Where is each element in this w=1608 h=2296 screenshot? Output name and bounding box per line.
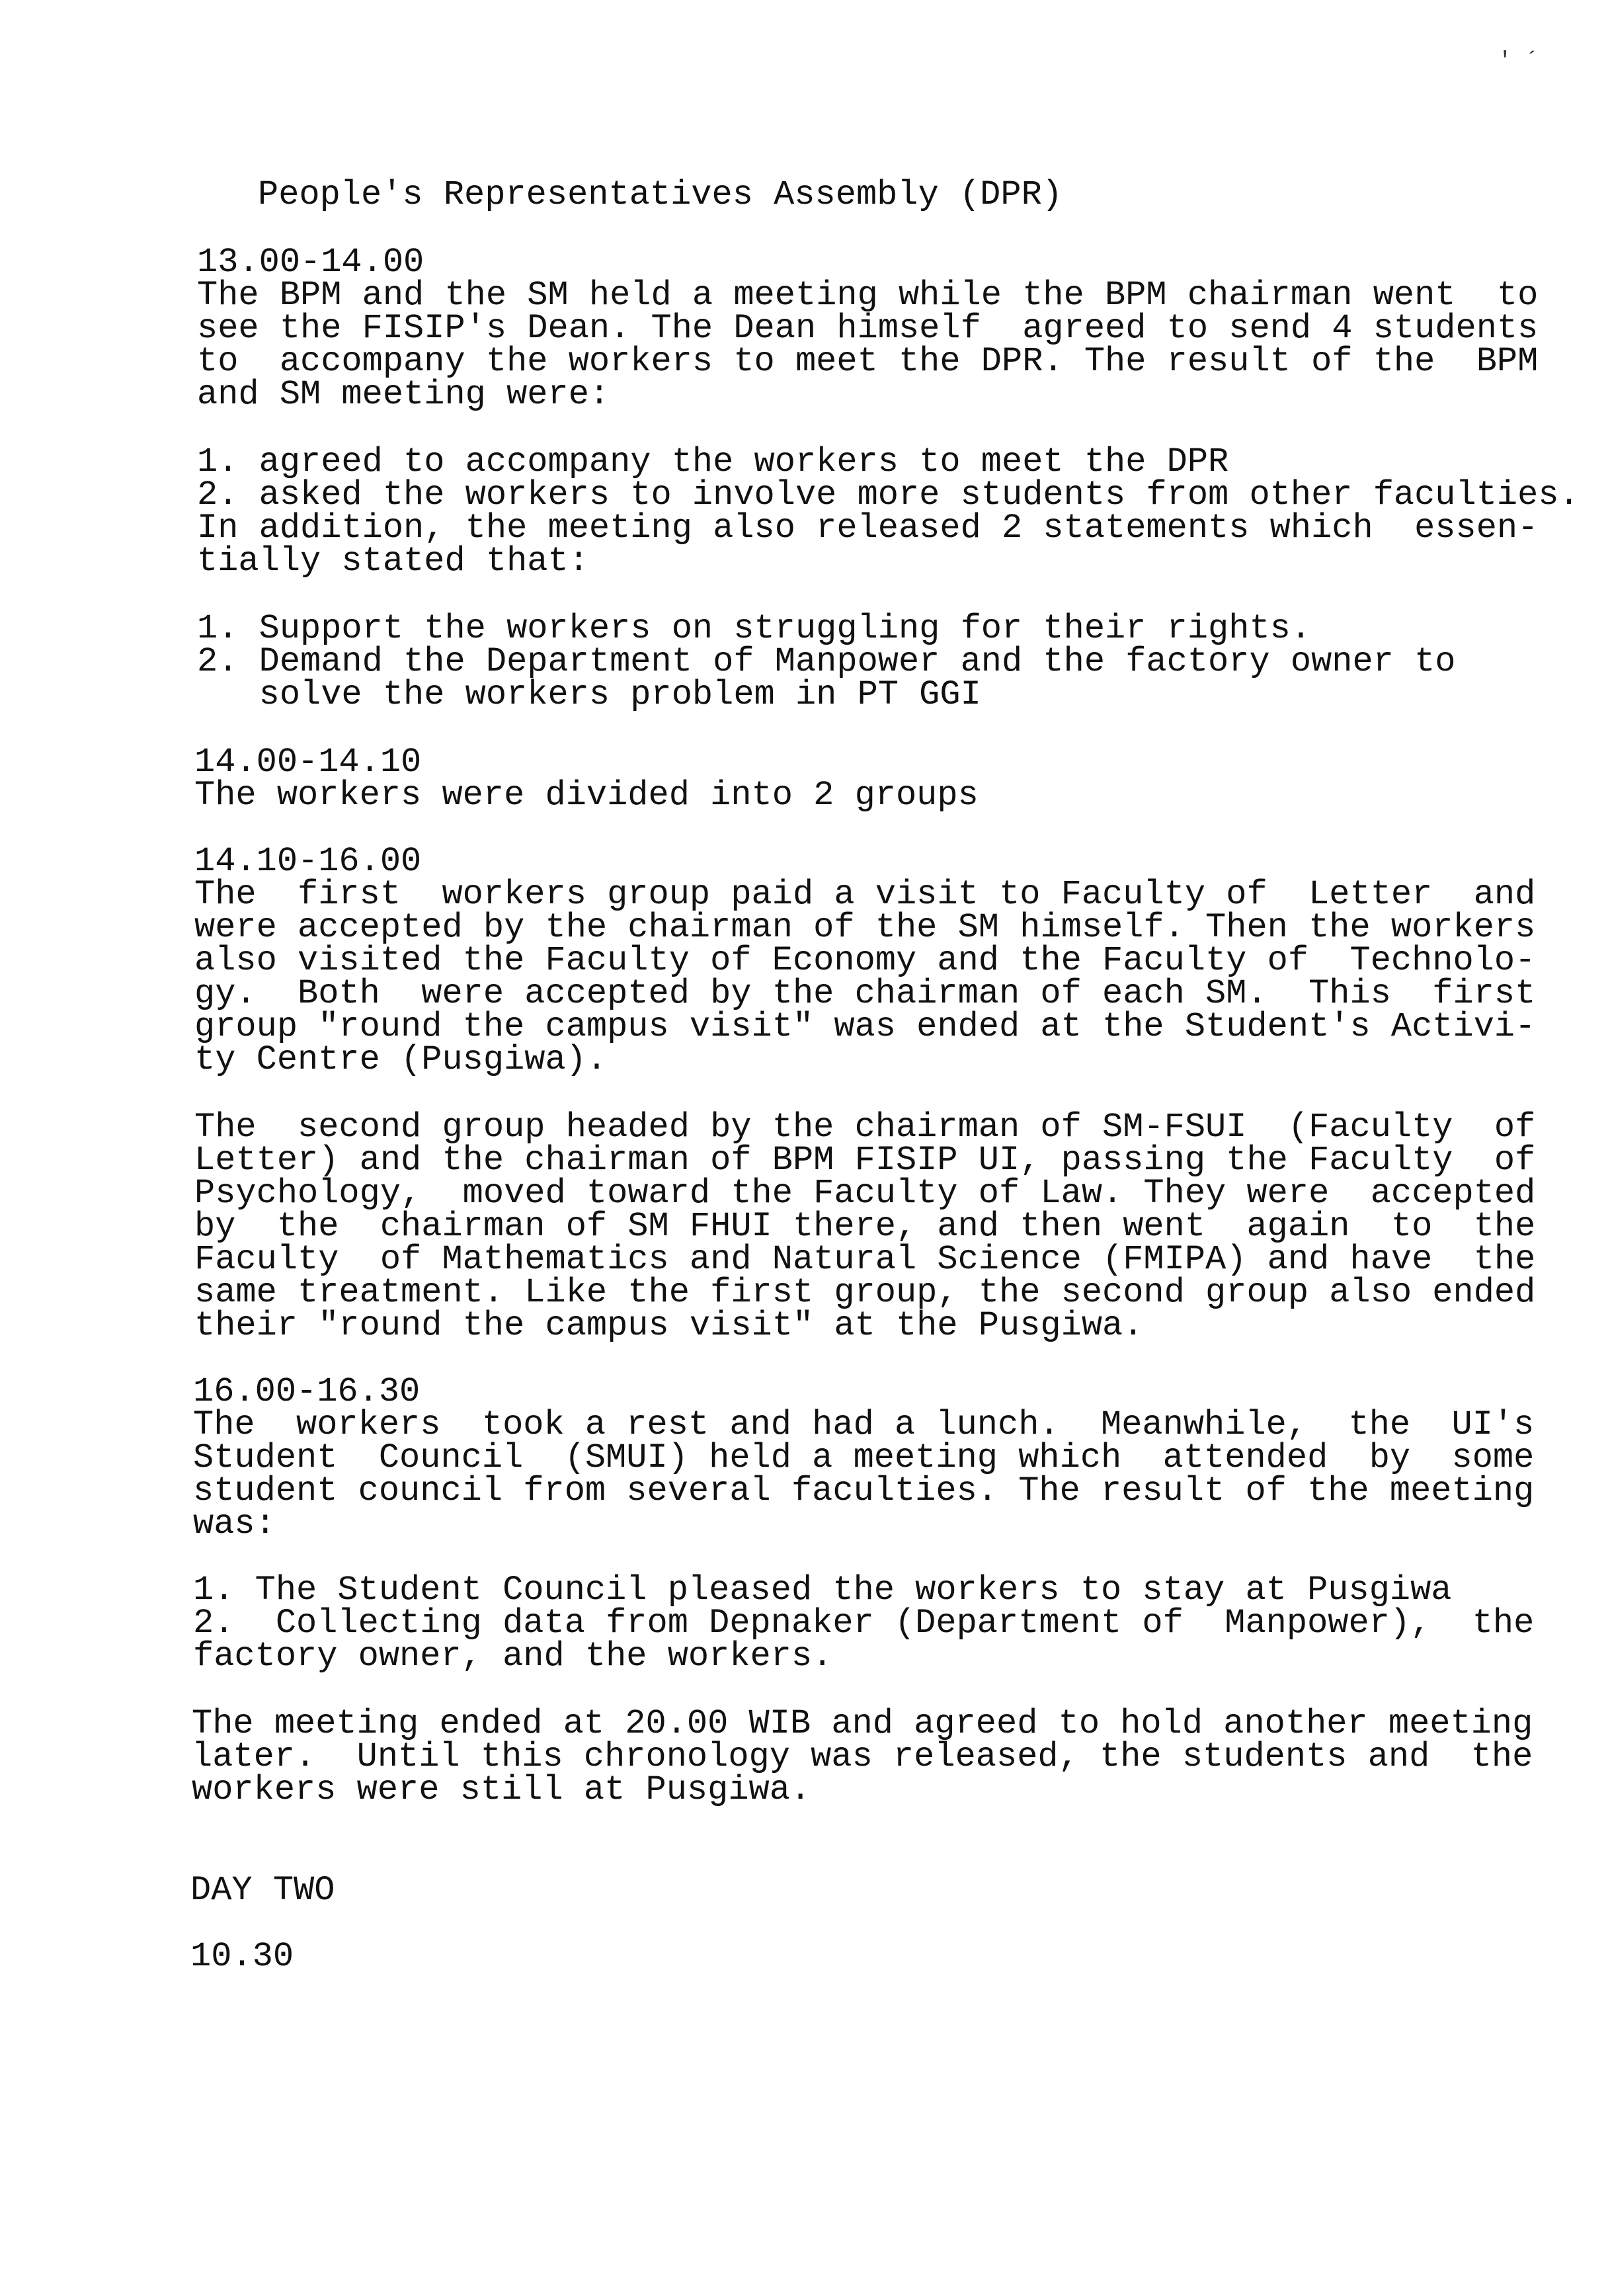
paragraph-line: also visited the Faculty of Economy and the Faculty of Technolo- bbox=[194, 941, 1536, 980]
list-item: 2. asked the workers to involve more students from other faculties. bbox=[197, 475, 1580, 514]
paragraph-line: factory owner, and the workers. bbox=[193, 1637, 833, 1676]
paragraph-line: later. Until this chronology was released, the students and the bbox=[192, 1737, 1533, 1776]
section-time-13-14: 13.00-14.00 bbox=[197, 243, 424, 282]
paragraph-line: ty Centre (Pusgiwa). bbox=[194, 1040, 608, 1079]
day-two-heading: DAY TWO bbox=[190, 1871, 335, 1910]
paragraph-line: gy. Both were accepted by the chairman of each SM. This first bbox=[194, 974, 1536, 1013]
paragraph-line: see the FISIP's Dean. The Dean himself agreed to send 4 students bbox=[197, 309, 1539, 348]
paragraph-line: The workers took a rest and had a lunch. Meanwhile, the UI's bbox=[193, 1405, 1535, 1444]
list-item: 2. Demand the Department of Manpower and the factory owner to bbox=[197, 642, 1456, 681]
paragraph-line: group "round the campus visit" was ended at the Student's Activi- bbox=[194, 1007, 1536, 1046]
list-item: solve the workers problem in PT GGI bbox=[197, 675, 981, 714]
paragraph-line: The workers were divided into 2 groups bbox=[194, 776, 979, 815]
day-two-time: 10.30 bbox=[190, 1937, 294, 1976]
paragraph-line: same treatment. Like the first group, the second group also ended bbox=[194, 1273, 1536, 1312]
paragraph-line: were accepted by the chairman of the SM himself. Then the workers bbox=[194, 908, 1536, 947]
paragraph-line: by the chairman of SM FHUI there, and then went again to the bbox=[194, 1207, 1536, 1246]
paragraph-line: The first workers group paid a visit to Faculty of Letter and bbox=[194, 875, 1536, 914]
paragraph-line: In addition, the meeting also released 2 statements which essen- bbox=[197, 509, 1539, 548]
paragraph-line: Faculty of Mathematics and Natural Science (FMIPA) and have the bbox=[194, 1240, 1536, 1279]
list-item: 2. Collecting data from Depnaker (Department of Manpower), the bbox=[193, 1604, 1535, 1643]
section-time-14-1410: 14.00-14.10 bbox=[194, 743, 422, 782]
section-time-16-1630: 16.00-16.30 bbox=[193, 1372, 421, 1411]
paragraph-line: to accompany the workers to meet the DPR. The result of the BPM bbox=[197, 342, 1539, 381]
paragraph-line: The meeting ended at 20.00 WIB and agreed to hold another meeting bbox=[192, 1704, 1533, 1743]
paragraph-line: Letter) and the chairman of BPM FISIP UI, passing the Faculty of bbox=[194, 1141, 1536, 1180]
corner-mark: ' ´ bbox=[1498, 49, 1539, 74]
paragraph-line: The second group headed by the chairman of SM-FSUI (Faculty of bbox=[194, 1108, 1536, 1147]
paragraph-line: their "round the campus visit" at the Pusgiwa. bbox=[194, 1306, 1144, 1345]
paragraph-line: and SM meeting were: bbox=[197, 375, 610, 414]
paragraph-line: tially stated that: bbox=[197, 542, 589, 581]
paragraph-line: The BPM and the SM held a meeting while the BPM chairman went to bbox=[197, 276, 1539, 315]
section-time-1410-16: 14.10-16.00 bbox=[194, 842, 422, 881]
list-item: 1. agreed to accompany the workers to meet the DPR bbox=[197, 442, 1229, 481]
paragraph-line: Student Council (SMUI) held a meeting which attended by some bbox=[193, 1438, 1535, 1477]
paragraph-line: Psychology, moved toward the Faculty of Law. They were accepted bbox=[194, 1174, 1536, 1213]
list-item: 1. The Student Council pleased the workers to stay at Pusgiwa bbox=[193, 1571, 1452, 1610]
paragraph-line: student council from several faculties. The result of the meeting bbox=[193, 1471, 1535, 1510]
document-heading: People's Representatives Assembly (DPR) bbox=[258, 175, 1063, 214]
paragraph-line: workers were still at Pusgiwa. bbox=[192, 1770, 811, 1809]
paragraph-line: was: bbox=[193, 1504, 276, 1543]
list-item: 1. Support the workers on struggling for their rights. bbox=[197, 609, 1312, 648]
